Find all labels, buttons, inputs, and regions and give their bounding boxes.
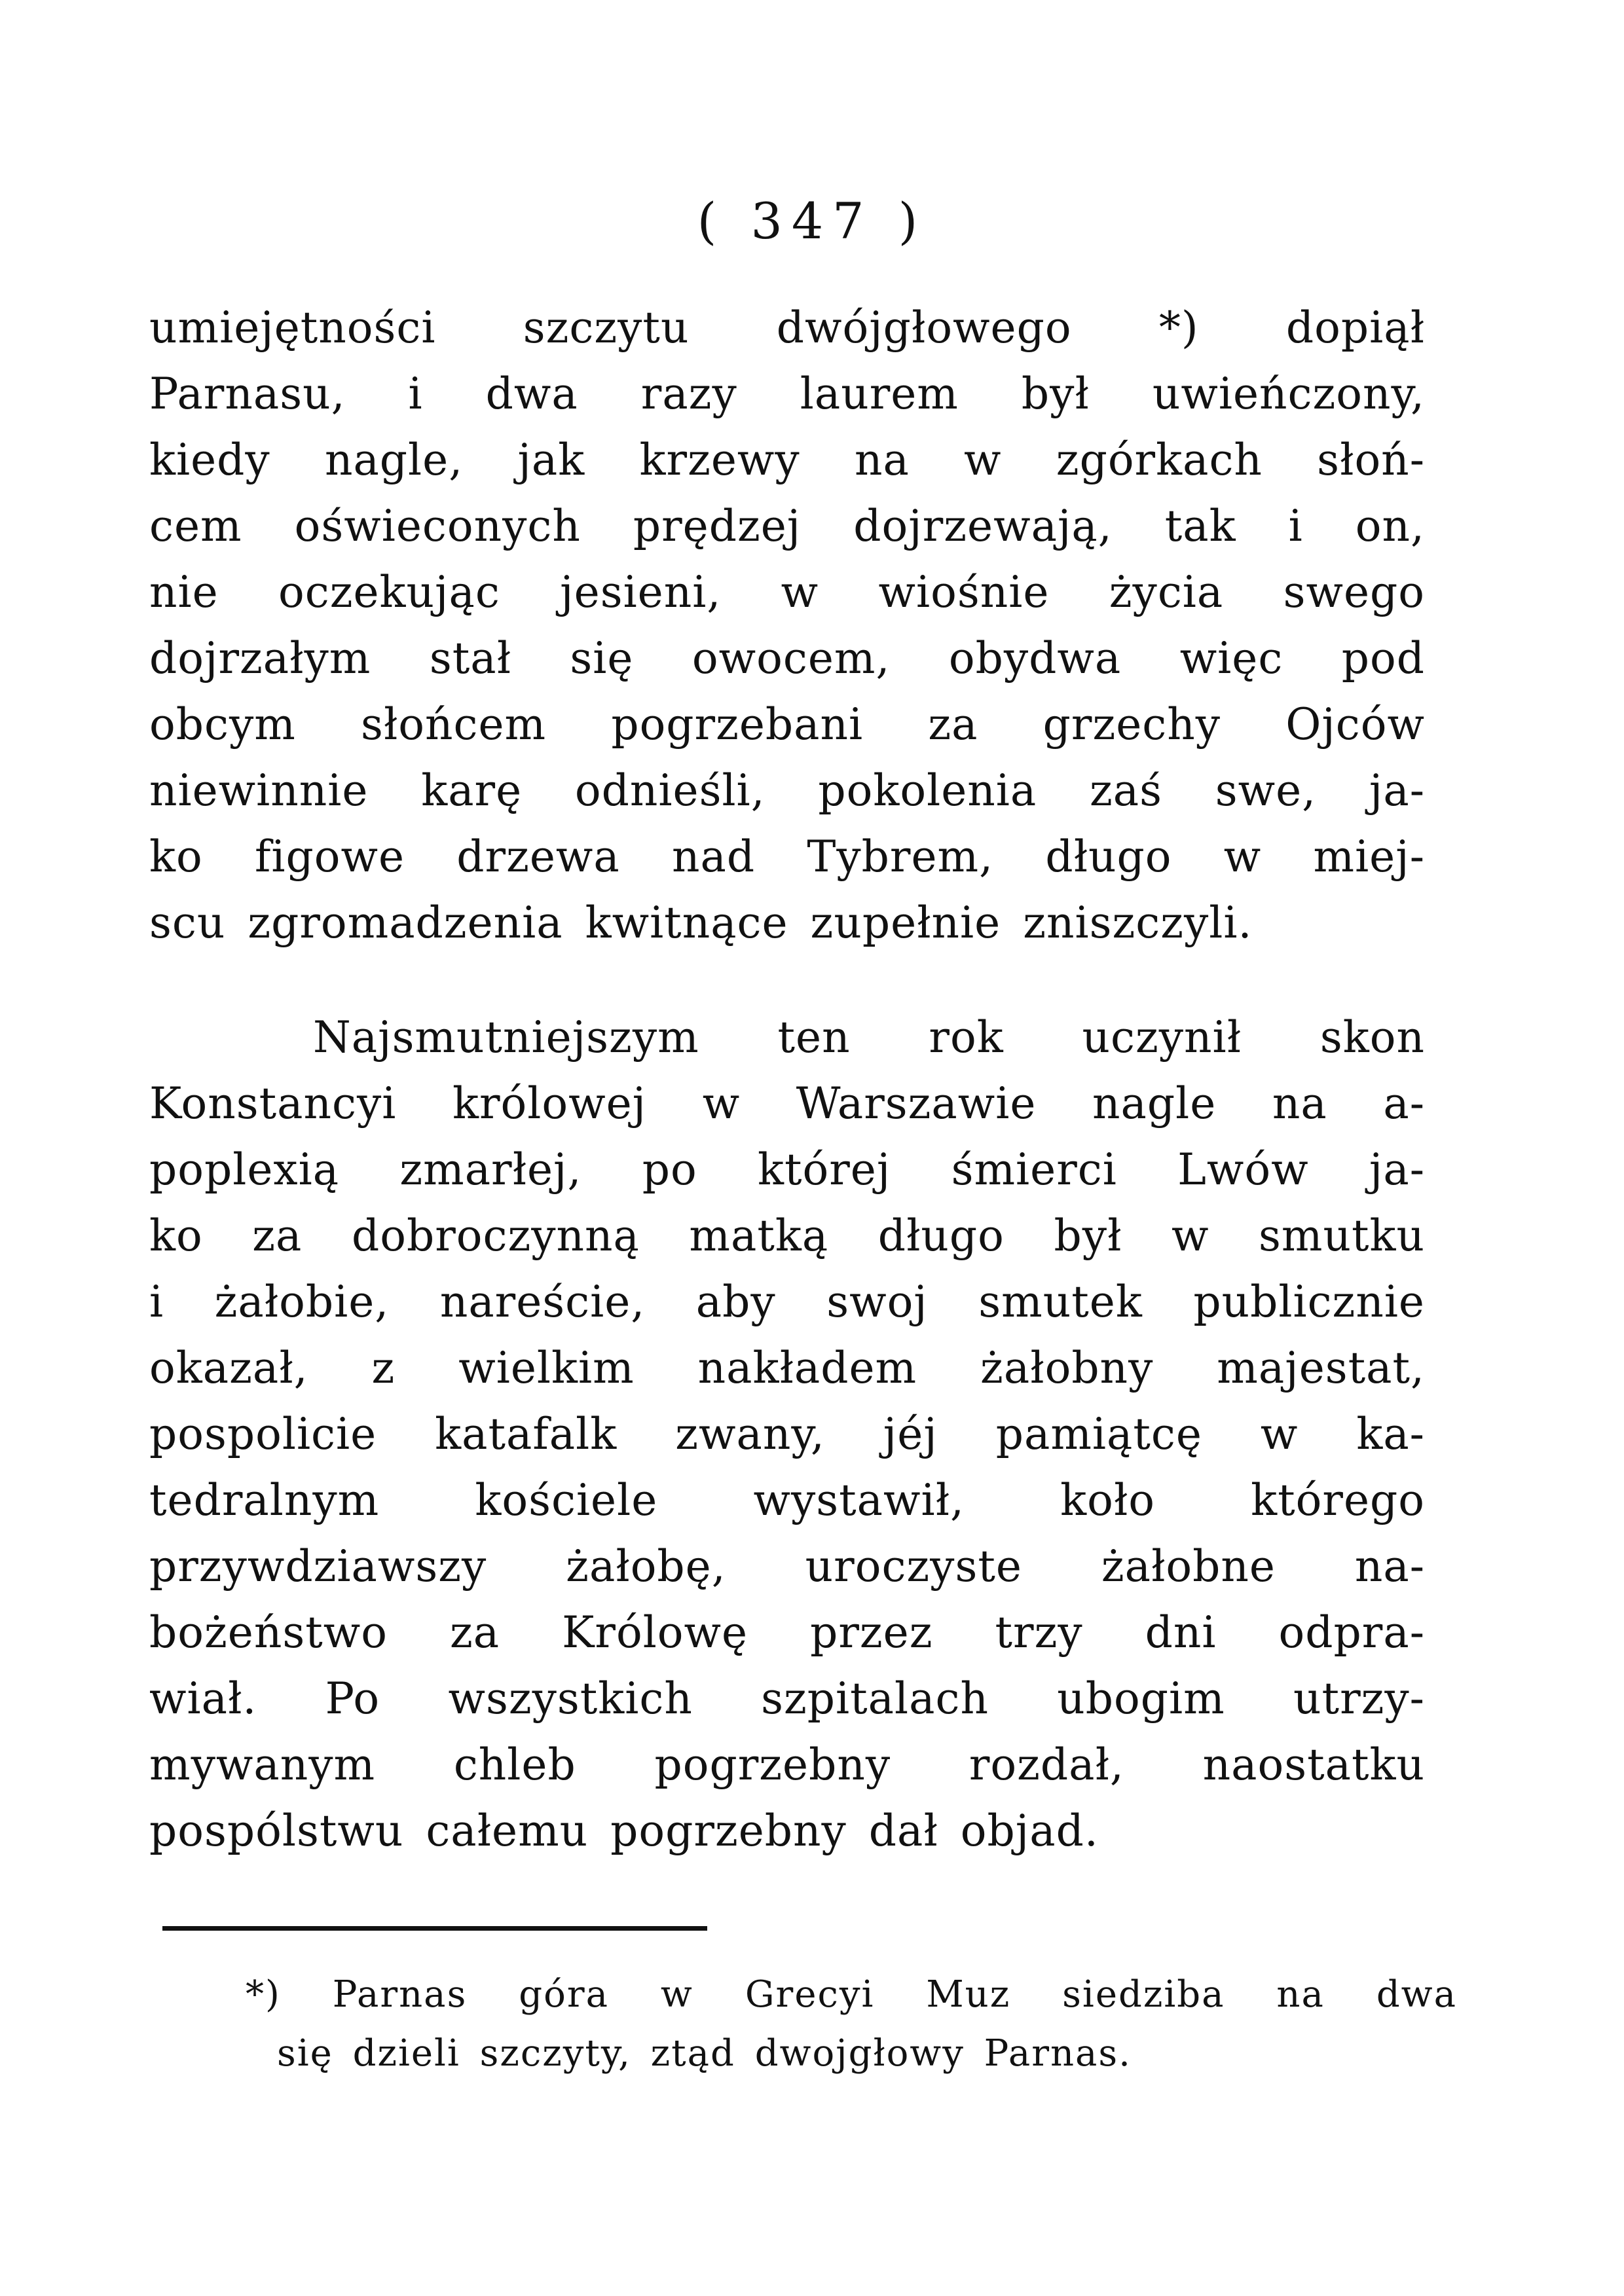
text-line: kiedy nagle, jak krzewy na w zgórkach słoń- — [149, 435, 1425, 485]
text-line: i żałobie, nareście, aby swoj smutek publicznie — [149, 1277, 1425, 1327]
paragraph-2 — [149, 1004, 1425, 1864]
text-line: cem oświeconych prędzej dojrzewają, tak i on, — [149, 501, 1425, 551]
footnote-line: się dzieli szczyty, ztąd dwojgłowy Parnas. — [277, 2032, 1132, 2075]
text-line: ko figowe drzewa nad Tybrem, długo w miej- — [149, 831, 1425, 882]
text-line: dojrzałym stał się owocem, obydwa więc pod — [149, 633, 1425, 683]
text-line: bożeństwo za Królowę przez trzy dni odpra- — [149, 1607, 1425, 1658]
text-line: pospólstwu całemu pogrzebny dał objad. — [149, 1806, 1099, 1856]
paragraph-1 — [149, 295, 1425, 956]
page-number: ( 347 ) — [697, 192, 927, 250]
text-line: tedralnym kościele wystawił, koło którego — [149, 1475, 1425, 1525]
text-line: pospolicie katafalk zwany, jéj pamiątcę w ka- — [149, 1409, 1425, 1459]
text-line: Parnasu, i dwa razy laurem był uwieńczony, — [149, 369, 1425, 419]
footnote-line: *) Parnas góra w Grecyi Muz siedziba na dwa — [246, 1973, 1457, 2016]
text-line: przywdziawszy żałobę, uroczyste żałobne na- — [149, 1541, 1425, 1592]
text-line: okazał, z wielkim nakładem żałobny majestat, — [149, 1343, 1425, 1393]
text-line: obcym słońcem pogrzebani za grzechy Ojców — [149, 699, 1425, 750]
footnote-divider — [162, 1926, 707, 1931]
text-line: niewinnie karę odnieśli, pokolenia zaś swe, ja- — [149, 765, 1425, 816]
text-line-indented: Najsmutniejszym ten rok uczynił skon — [313, 1012, 1425, 1063]
text-line: ko za dobroczynną matką długo był w smutku — [149, 1211, 1425, 1261]
text-line: scu zgromadzenia kwitnące zupełnie zniszczyli. — [149, 898, 1253, 948]
text-line: wiał. Po wszystkich szpitalach ubogim utrzy- — [149, 1673, 1425, 1724]
text-line: mywanym chleb pogrzebny rozdał, naostatku — [149, 1740, 1425, 1790]
text-line: nie oczekując jesieni, w wiośnie życia swego — [149, 567, 1425, 617]
footnote — [246, 1965, 1457, 2083]
text-line: poplexią zmarłej, po której śmierci Lwów ja- — [149, 1144, 1425, 1195]
text-line: Konstancyi królowej w Warszawie nagle na a- — [149, 1078, 1425, 1129]
text-line: umiejętności szczytu dwójgłowego *) dopiął — [149, 302, 1425, 353]
